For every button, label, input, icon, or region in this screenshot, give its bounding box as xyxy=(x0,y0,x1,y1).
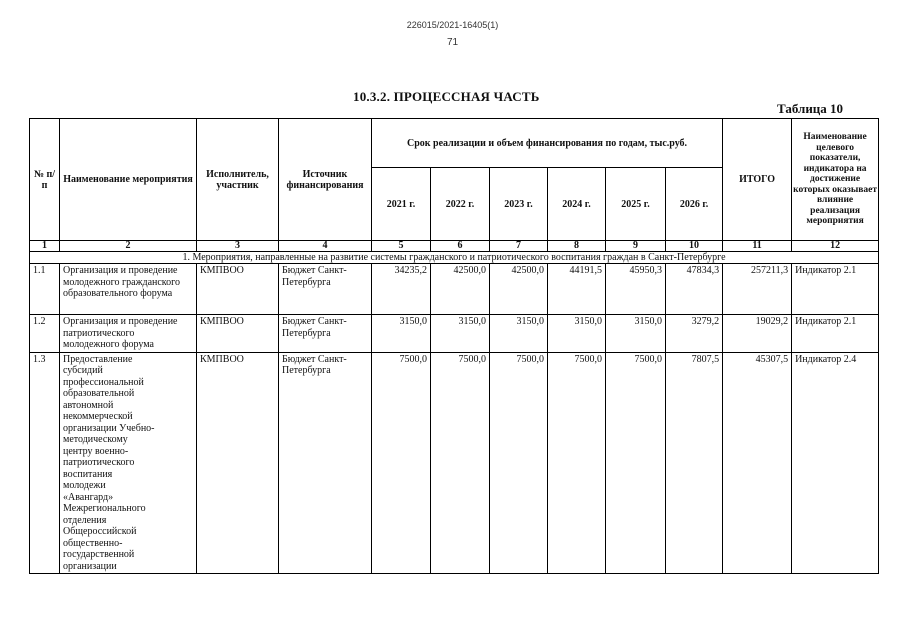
row-value: 45950,3 xyxy=(606,264,666,315)
col-header-year: 2023 г. xyxy=(490,168,548,241)
column-number: 11 xyxy=(723,241,792,252)
column-number: 5 xyxy=(372,241,431,252)
row-value: 42500,0 xyxy=(431,264,490,315)
section-title: 10.3.2. ПРОЦЕССНАЯ ЧАСТЬ xyxy=(353,89,540,104)
row-value: 3150,0 xyxy=(548,315,606,353)
page-number: 71 xyxy=(446,37,459,48)
row-source: Бюджет Санкт-Петербурга xyxy=(279,264,372,315)
row-value: 47834,3 xyxy=(666,264,723,315)
col-header-year: 2026 г. xyxy=(666,168,723,241)
col-header-indicator: Наименование целевого показатели, индикатора на достижение которых оказывает влияние реализация мероприятия xyxy=(792,119,879,241)
column-number: 9 xyxy=(606,241,666,252)
col-header-no: № п/п xyxy=(30,119,60,241)
document-id: 226015/2021-16405(1) xyxy=(406,20,499,30)
row-executor: КМПВОО xyxy=(197,315,279,353)
col-header-year: 2025 г. xyxy=(606,168,666,241)
table-label: Таблица 10 xyxy=(777,101,844,116)
row-total: 45307,5 xyxy=(723,352,792,574)
row-name: Организация и проведение патриотического молодежного форума xyxy=(60,315,197,353)
column-number: 6 xyxy=(431,241,490,252)
column-number: 4 xyxy=(279,241,372,252)
row-value: 3150,0 xyxy=(606,315,666,353)
row-value: 7500,0 xyxy=(490,352,548,574)
row-source: Бюджет Санкт-Петербурга xyxy=(279,352,372,574)
row-value: 3150,0 xyxy=(372,315,431,353)
row-indicator: Индикатор 2.4 xyxy=(792,352,879,574)
row-total: 257211,3 xyxy=(723,264,792,315)
col-header-period: Срок реализации и объем финансирования по годам, тыс.руб. xyxy=(372,119,723,168)
row-value: 3150,0 xyxy=(431,315,490,353)
row-indicator: Индикатор 2.1 xyxy=(792,264,879,315)
col-header-source: Источник финансирования xyxy=(279,119,372,241)
row-value: 3150,0 xyxy=(490,315,548,353)
col-header-executor: Исполнитель, участник xyxy=(197,119,279,241)
row-name: Предоставление субсидий профессиональной образовательной автономной некоммерческой организации Учебно-методическому центру военно-патриотического воспитания молодежи «Авангард» Межрегионального отделения Общероссийской общественно-государственной организации xyxy=(60,352,197,574)
row-name: Организация и проведение молодежного гражданского образовательного форума xyxy=(60,264,197,315)
row-value: 42500,0 xyxy=(490,264,548,315)
row-value: 7500,0 xyxy=(606,352,666,574)
section-row xyxy=(30,252,879,264)
column-number: 3 xyxy=(197,241,279,252)
column-number: 7 xyxy=(490,241,548,252)
row-number: 1.2 xyxy=(30,315,60,353)
row-number: 1.3 xyxy=(30,352,60,574)
row-total: 19029,2 xyxy=(723,315,792,353)
column-number: 2 xyxy=(60,241,197,252)
row-source: Бюджет Санкт-Петербурга xyxy=(279,315,372,353)
column-number: 12 xyxy=(792,241,879,252)
row-number: 1.1 xyxy=(30,264,60,315)
row-value: 7807,5 xyxy=(666,352,723,574)
table-row xyxy=(30,315,879,353)
col-header-year: 2024 г. xyxy=(548,168,606,241)
column-number-row xyxy=(30,241,879,252)
row-value: 34235,2 xyxy=(372,264,431,315)
column-number: 1 xyxy=(30,241,60,252)
row-value: 44191,5 xyxy=(548,264,606,315)
row-indicator: Индикатор 2.1 xyxy=(792,315,879,353)
col-header-total: ИТОГО xyxy=(723,119,792,241)
table-row xyxy=(30,264,879,315)
row-value: 7500,0 xyxy=(548,352,606,574)
row-value: 3279,2 xyxy=(666,315,723,353)
row-value: 7500,0 xyxy=(431,352,490,574)
funding-table xyxy=(29,118,879,574)
col-header-year: 2021 г. xyxy=(372,168,431,241)
row-executor: КМПВОО xyxy=(197,352,279,574)
col-header-name: Наименование мероприятия xyxy=(60,119,197,241)
col-header-year: 2022 г. xyxy=(431,168,490,241)
row-executor: КМПВОО xyxy=(197,264,279,315)
header-row xyxy=(30,119,879,168)
table-row xyxy=(30,352,879,574)
row-value: 7500,0 xyxy=(372,352,431,574)
section-row-label: 1. Мероприятия, направленные на развитие системы гражданского и патриотического воспитания граждан в Санкт-Петербурге xyxy=(30,252,879,264)
column-number: 8 xyxy=(548,241,606,252)
column-number: 10 xyxy=(666,241,723,252)
